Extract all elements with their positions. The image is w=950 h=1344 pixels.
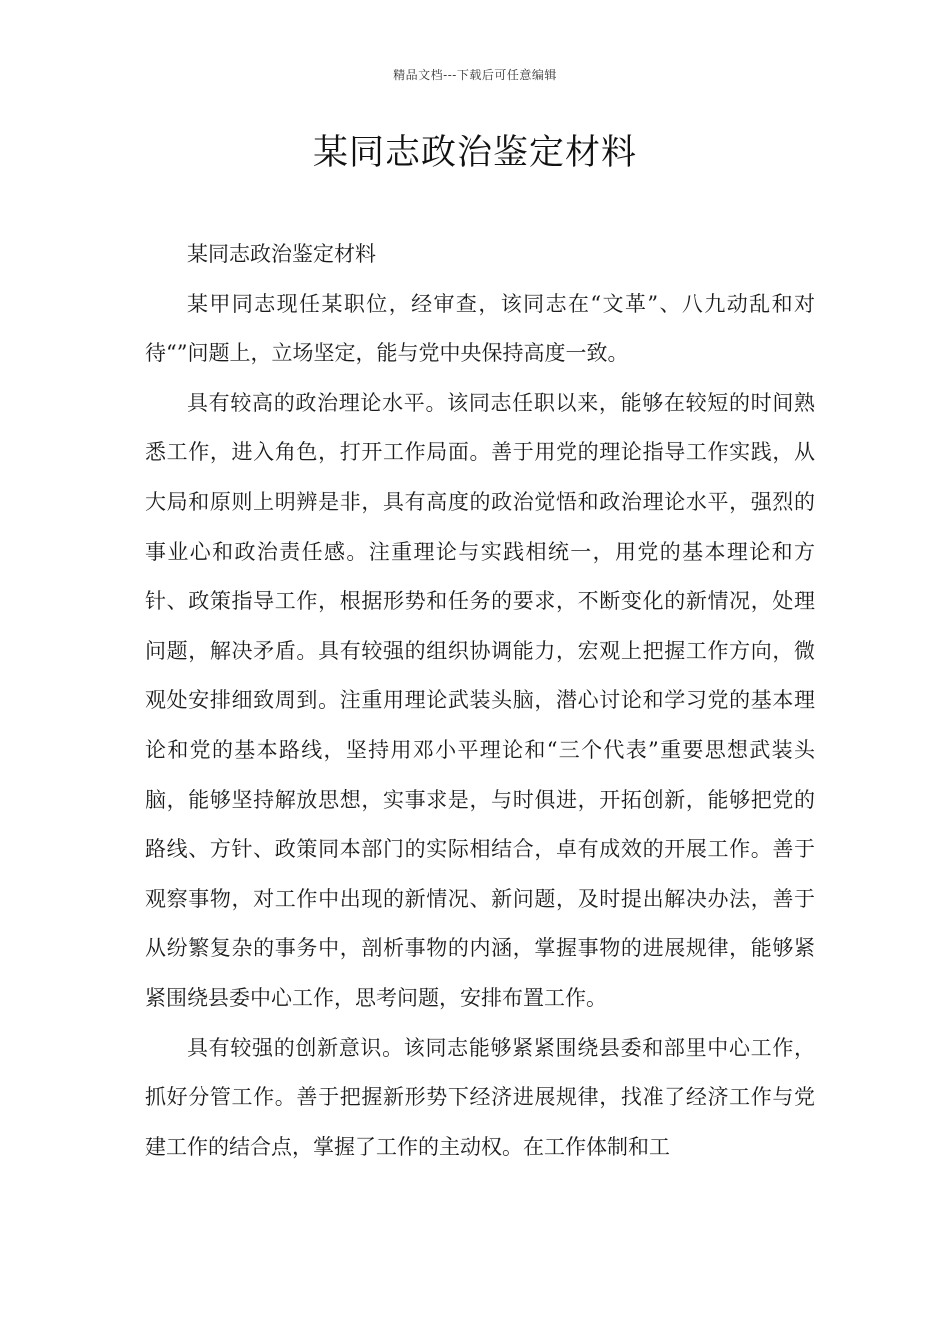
- document-body: [145, 230, 815, 1172]
- paragraph: 具有较高的政治理论水平。该同志任职以来，能够在较短的时间熟悉工作，进入角色，打开工作局面。善于用党的理论指导工作实践，从大局和原则上明辨是非，具有高度的政治觉悟和政治理论水平，强烈的事业心和政治责任感。注重理论与实践相统一，用党的基本理论和方针、政策指导工作，根据形势和任务的要求，不断变化的新情况，处理问题，解决矛盾。具有较强的组织协调能力，宏观上把握工作方向，微观处安排细致周到。注重用理论武装头脑，潜心讨论和学习党的基本理论和党的基本路线，坚持用邓小平理论和“三个代表”重要思想武装头脑，能够坚持解放思想，实事求是，与时俱进，开拓创新，能够把党的路线、方针、政策同本部门的实际相结合，卓有成效的开展工作。善于观察事物，对工作中出现的新情况、新问题，及时提出解决办法，善于从纷繁复杂的事务中，剖析事物的内涵，掌握事物的进展规律，能够紧紧围绕县委中心工作，思考问题，安排布置工作。: [145, 390, 815, 1010]
- paragraph-subtitle: 某同志政治鉴定材料: [187, 242, 376, 266]
- paragraph: 某甲同志现任某职位，经审查，该同志在“文革”、八九动乱和对待“”问题上，立场坚定，能与党中央保持高度一致。: [145, 291, 815, 366]
- document-title: 某同志政治鉴定材料: [312, 133, 637, 173]
- paragraph: 具有较强的创新意识。该同志能够紧紧围绕县委和部里中心工作，抓好分管工作。善于把握新形势下经济进展规律，找准了经济工作与党建工作的结合点，掌握了工作的主动权。在工作体制和工: [145, 1035, 815, 1159]
- header-note: 精品文档---下载后可任意编辑: [393, 68, 557, 82]
